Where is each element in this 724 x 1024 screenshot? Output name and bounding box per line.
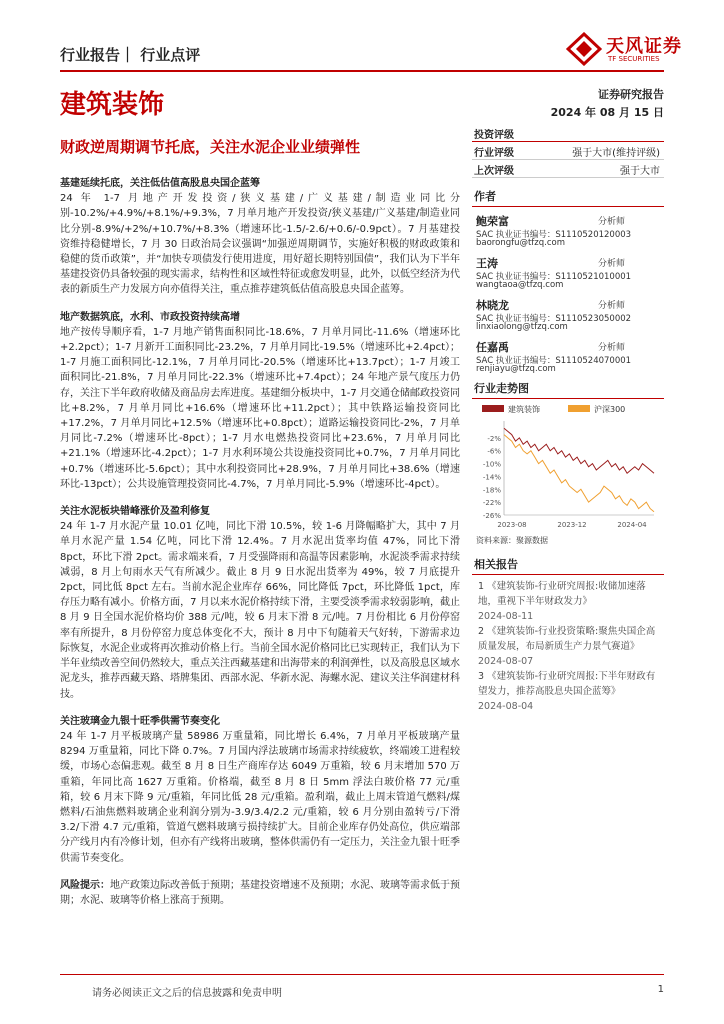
section-infrastructure <box>60 176 460 298</box>
report-date: 2024 年 08 月 15 日 <box>550 106 664 119</box>
author-card <box>472 333 664 375</box>
company-logo <box>566 30 682 70</box>
logo-text-en: TF SECURITIES <box>608 55 660 63</box>
author-role: 分析师 <box>598 259 626 269</box>
related-date: 2024-08-11 <box>478 611 534 622</box>
related-item[interactable] <box>478 669 664 714</box>
main-content <box>60 176 460 908</box>
authors-panel <box>472 188 664 375</box>
report-title: 财政逆周期调节托底，关注水泥企业业绩弹性 <box>60 138 361 156</box>
section-title: 地产数据筑底，水利、市政投资持续高增 <box>60 311 240 323</box>
risk-warning <box>60 878 460 908</box>
y-tick-label: -14% <box>482 473 501 482</box>
author-name: 林晓龙 <box>476 299 509 312</box>
x-tick-label: 2023-12 <box>557 521 587 529</box>
rating-row <box>472 160 664 178</box>
related-panel <box>472 556 664 714</box>
legend-swatch <box>482 405 504 412</box>
author-email[interactable]: linxiaolong@tfzq.com <box>476 322 568 332</box>
risk-label: 风险提示： <box>60 879 110 891</box>
legend-label: 建筑装饰 <box>508 405 540 414</box>
author-license: SAC 执业证书编号：S1110523050002 <box>476 314 632 324</box>
author-license: SAC 执业证书编号：S1110524070001 <box>476 356 632 366</box>
author-email[interactable]: baorongfu@tfzq.com <box>476 238 566 248</box>
chart-source: 资料来源：聚源数据 <box>476 536 548 545</box>
section-title: 关注水泥板块错峰涨价及盈利修复 <box>60 506 210 518</box>
author-card <box>472 291 664 333</box>
authors-heading: 作者 <box>472 188 664 207</box>
footer-divider <box>60 974 664 975</box>
author-name: 鲍荣富 <box>476 215 509 228</box>
related-title[interactable]: 1 《建筑装饰-行业研究周报:收储加速落地，重视下半年财政发力》 <box>478 581 646 607</box>
author-license: SAC 执业证书编号：S1110521010001 <box>476 272 632 282</box>
section-text: 24 年 1-7 月地产开发投资/狭义基建/广义基建/制造业同比分别-10.2%/+4.9%/+8.1%/+9.3%，7 月单月地产开发投资/狭义基建/广义基建/制造业同比分别-8.9%/+2%/+10.7%/+8.3%（增速环比-1.5/-2.6/+0.6/-0.9pct）。7 月基建投资维持稳健增长，7 月 30 日政治局会议强调“加强逆周期调节，实施好积极的财政政策和稳健的货币政策”，并“加快专项债发行使用进度，用好超长期特别国债”，我们认为下半年基建投资仍具备较强的现实需求，结构性和区域性特征或愈发明显，此外，以低空经济为代表的新质生产力发展方向亦值得关注，重点推荐建筑低估值高股息央国企蓝筹。 <box>60 193 460 296</box>
related-date: 2024-08-04 <box>478 701 534 712</box>
logo-mark-icon <box>566 32 602 66</box>
author-email[interactable]: wangtaoa@tfzq.com <box>476 280 564 290</box>
page-number: 1 <box>657 984 664 995</box>
author-name: 王涛 <box>476 257 498 270</box>
related-item[interactable] <box>478 624 664 669</box>
industry-name: 建筑装饰 <box>60 90 165 120</box>
author-email[interactable]: renjiayu@tfzq.com <box>476 364 556 374</box>
author-card <box>472 249 664 291</box>
section-glass <box>60 714 460 866</box>
series-line <box>504 435 654 512</box>
section-title: 关注玻璃金九银十旺季供需节奏变化 <box>60 715 220 727</box>
author-card <box>472 207 664 249</box>
logo-text-cn: 天风证券 <box>606 36 682 57</box>
related-list <box>472 575 664 714</box>
legend-label: 沪深300 <box>594 405 626 414</box>
y-tick-label: -18% <box>482 486 501 495</box>
trend-chart <box>472 399 664 533</box>
rating-row <box>472 142 664 160</box>
rating-value: 强于大市 <box>620 166 660 177</box>
author-role: 分析师 <box>598 217 626 227</box>
legend-swatch <box>568 405 590 412</box>
rating-label: 行业评级 <box>474 148 514 159</box>
series-line <box>504 428 654 473</box>
x-tick-label: 2023-08 <box>497 521 527 529</box>
section-text: 24 年 1-7 月水泥产量 10.01 亿吨，同比下滑 10.5%，较 1-6 月降幅略扩大，其中 7 月单月水泥产量 1.54 亿吨，同比下滑 12.4%。7 月水泥出货率均值 47%，同比下滑 8pct，环比下滑 2pct。需求端来看，7 月受强降雨和高温等因素影响，水泥淡季需求持续减弱，8 月上旬雨水天气有所减少。截止 8 月 9 日水泥出货率为 49%，较 7 月底提升 2pct，同比低 8pct 左右。当前水泥企业库存 66%，同比降低 7pct，环比降低 1pct，库存压力略有减小。价格方面，7 月以来水泥价格持续下滑，主要受淡季需求较弱影响，截止 8 月 9 日全国水泥价格均价 388 元/吨，较 6 月末下滑 8 元/吨。7 月份相比 6 月份停窑率有所提升，8 月份停窑力度总体变化不大，预计 8 月中下旬随着天气好转，下游需求边际恢复，水泥企业或将再次推动价格上行。当前全国水泥价格同比已实现转正，我们认为下半年业绩改善空间仍然较大，重点关注西藏基建和出海带来的利润弹性，以及高股息区域水泥龙头，推荐西藏天路、塔牌集团、西部水泥、华新水泥、海螺水泥、建议关注华润建材科技。 <box>60 521 460 700</box>
related-title[interactable]: 3 《建筑装饰-行业研究周报:下半年财政有望发力，推荐高股息央国企蓝筹》 <box>478 671 656 697</box>
risk-text: 地产政策边际改善低于预期；基建投资增速不及预期；水泥、玻璃等需求低于预期；水泥、玻璃等价格上涨高于预期。 <box>60 879 460 906</box>
author-license: SAC 执业证书编号：S1110520120003 <box>476 230 632 240</box>
rating-heading: 投资评级 <box>474 130 514 141</box>
related-heading: 相关报告 <box>472 556 664 575</box>
trend-chart-svg <box>472 399 664 533</box>
related-date: 2024-08-07 <box>478 656 534 667</box>
section-text: 地产按传导顺序看，1-7 月地产销售面积同比-18.6%，7 月单月同比-11.6%（增速环比+2.2pct）；1-7 月新开工面积同比-23.2%，7 月单月同比-19.5%（增速环比+2.4pct）；1-7 月施工面积同比-12.1%，7 月单月同比-20.5%（增速环比+13.7pct）；1-7 月竣工面积同比-21.8%，7 月单月同比-22.3%（增速环比+7.4pct）；24 年地产景气度压力仍存，关注下半年政府收储及商品房去库进度。基建细分板块中，1-7 月交通仓储邮政投资同比+8.2%，7 月单月同比+16.6%（增速环比+11.2pct）；其中铁路运输投资同比+17.2%，7 月单月同比+12.5%（增速环比+0.8pct）；道路运输投资同比-2%，7 月单月同比-7.2%（增速环比-8pct）；1-7 月水电燃热投资同比+23.6%，7 月单月同比+21.1%（增速环比-4.2pct）；1-7 月水利环境公共设施投资同比+0.7%，7 月单月同比+0.7%（增速环比-5.6pct）；其中水利投资同比+28.9%，7 月单月同比+38.6%（增速环比-13pct）；公共设施管理投资同比-4.7%，7 月单月同比-5.9%（增速环比-4pct）。 <box>60 326 460 490</box>
trend-heading: 行业走势图 <box>472 380 664 399</box>
author-role: 分析师 <box>598 301 626 311</box>
related-title[interactable]: 2 《建筑装饰-行业投资策略:聚焦央国企高质量发展，布局新质生产力景气赛道》 <box>478 626 656 652</box>
report-kind: 证券研究报告 <box>598 88 664 101</box>
rating-value: 强于大市(维持评级) <box>572 148 660 159</box>
trend-panel <box>472 380 664 546</box>
section-real-estate <box>60 310 460 492</box>
header-divider <box>60 70 664 72</box>
x-tick-label: 2024-04 <box>617 521 647 529</box>
section-title: 基建延续托底，关注低估值高股息央国企蓝筹 <box>60 178 260 189</box>
author-role: 分析师 <box>598 343 626 353</box>
footer-disclaimer: 请务必阅读正文之后的信息披露和免责申明 <box>92 988 282 999</box>
section-text: 24 年 1-7 月平板玻璃产量 58986 万重量箱，同比增长 6.4%，7 月单月平板玻璃产量 8294 万重量箱，同比下降 0.7%。7 月国内浮法玻璃市场需求持续疲软，终端竣工进程较缓，市场心态偏悲观。截至 8 月 8 日生产商库存达 6049 万重箱，较 6 月末增加 570 万重箱，年同比高 1627 万重箱。价格端，截至 8 月 8 日 5mm 浮法白玻价格 77 元/重箱，较 6 月末下降 9 元/重箱，年同比低 28 元/重箱。盈利端，截止上周末管道气燃料/煤燃料/石油焦燃料玻璃企业利润分别为-3.9/3.4/2.2 元/重箱，较 6 月分别由盈转亏/下滑 3.2/下滑 4.7 元/重箱，管道气燃料玻璃亏损持续扩大。目前企业库存仍处高位，供应端部分产线月内有冷修计划，但亦有产线将出玻璃，整体供需仍有一定压力，关注金九银十旺季供需节奏变化。 <box>60 730 460 864</box>
author-name: 任嘉禹 <box>476 341 509 354</box>
section-cement <box>60 504 460 702</box>
y-tick-label: -22% <box>482 499 501 508</box>
y-tick-label: -6% <box>487 447 501 456</box>
y-tick-label: -2% <box>487 434 501 443</box>
y-tick-label: -26% <box>482 512 501 520</box>
related-item[interactable] <box>478 579 664 624</box>
rating-box <box>472 124 664 178</box>
rating-label: 上次评级 <box>474 166 514 177</box>
y-tick-label: -10% <box>482 460 501 469</box>
rating-heading-row <box>472 124 664 142</box>
report-type: 行业报告｜ 行业点评 <box>60 46 201 64</box>
